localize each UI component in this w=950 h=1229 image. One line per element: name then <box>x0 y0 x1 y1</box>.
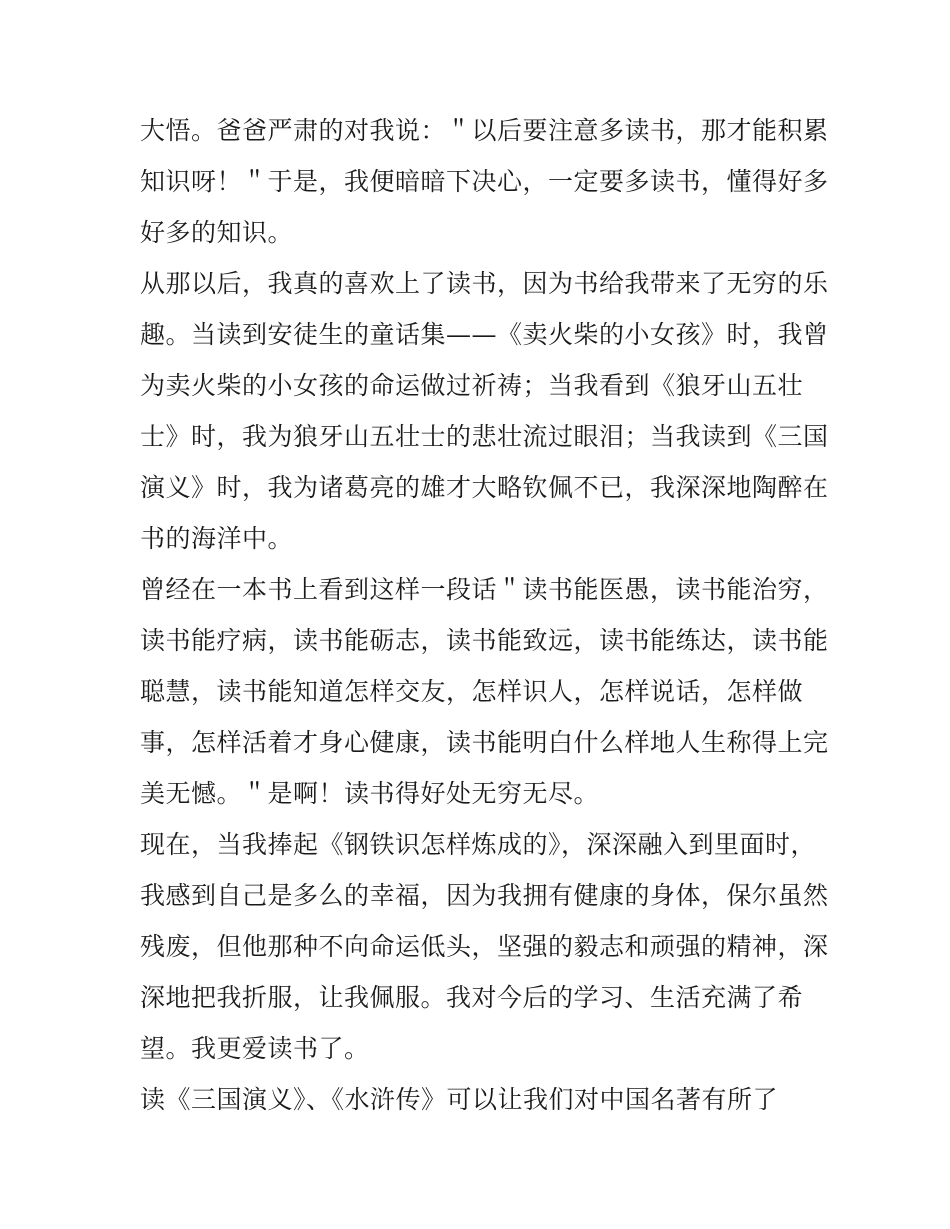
text-line: 事，怎样活着才身心健康，读书能明白什么样地人生称得上完 <box>140 728 829 757</box>
text-line: 士》时，我为狼牙山五壮士的悲壮流过眼泪；当我读到《三国 <box>140 422 829 451</box>
text-line: 趣。当读到安徒生的童话集——《卖火柴的小女孩》时，我曾 <box>140 320 829 349</box>
text-line: 现在，当我捧起《钢铁识怎样炼成的》，深深融入到里面时， <box>140 830 817 859</box>
text-line: 深地把我折服，让我佩服。我对今后的学习、生活充满了希 <box>140 983 804 1012</box>
text-line: 从那以后，我真的喜欢上了读书，因为书给我带来了无穷的乐 <box>140 269 829 298</box>
text-line: 为卖火柴的小女孩的命运做过祈祷；当我看到《狼牙山五壮 <box>140 371 804 400</box>
paragraph <box>140 819 829 1074</box>
text-line: 读《三国演义》、《水浒传》可以让我们对中国名著有所了 <box>140 1085 779 1114</box>
paragraph <box>140 1074 820 1125</box>
text-line: 望。我更爱读书了。 <box>140 1034 370 1063</box>
text-line: 演义》时，我为诸葛亮的雄才大略钦佩不已，我深深地陶醉在 <box>140 473 829 502</box>
text-line: 读书能疗病，读书能砺志，读书能致远，读书能练达，读书能 <box>140 626 829 655</box>
paragraph <box>140 564 829 819</box>
text-line: 书的海洋中。 <box>140 524 294 553</box>
text-line: 我感到自己是多么的幸福，因为我拥有健康的身体，保尔虽然 <box>140 881 829 910</box>
paragraph <box>140 105 829 258</box>
text-line: 聪慧，读书能知道怎样交友，怎样识人，怎样说话，怎样做 <box>140 677 804 706</box>
text-line: 残废，但他那种不向命运低头，坚强的毅志和顽强的精神，深 <box>140 932 829 961</box>
document-body <box>140 105 829 1125</box>
paragraph <box>140 258 829 564</box>
text-line: 曾经在一本书上看到这样一段话＂读书能医愚，读书能治穷， <box>140 575 829 604</box>
text-line: 好多的知识。 <box>140 218 294 247</box>
text-line: 大悟。爸爸严肃的对我说：＂以后要注意多读书，那才能积累 <box>140 116 829 145</box>
text-line: 知识呀！＂于是，我便暗暗下决心，一定要多读书，懂得好多 <box>140 167 829 196</box>
text-line: 美无憾。＂是啊！读书得好处无穷无尽。 <box>140 779 600 808</box>
